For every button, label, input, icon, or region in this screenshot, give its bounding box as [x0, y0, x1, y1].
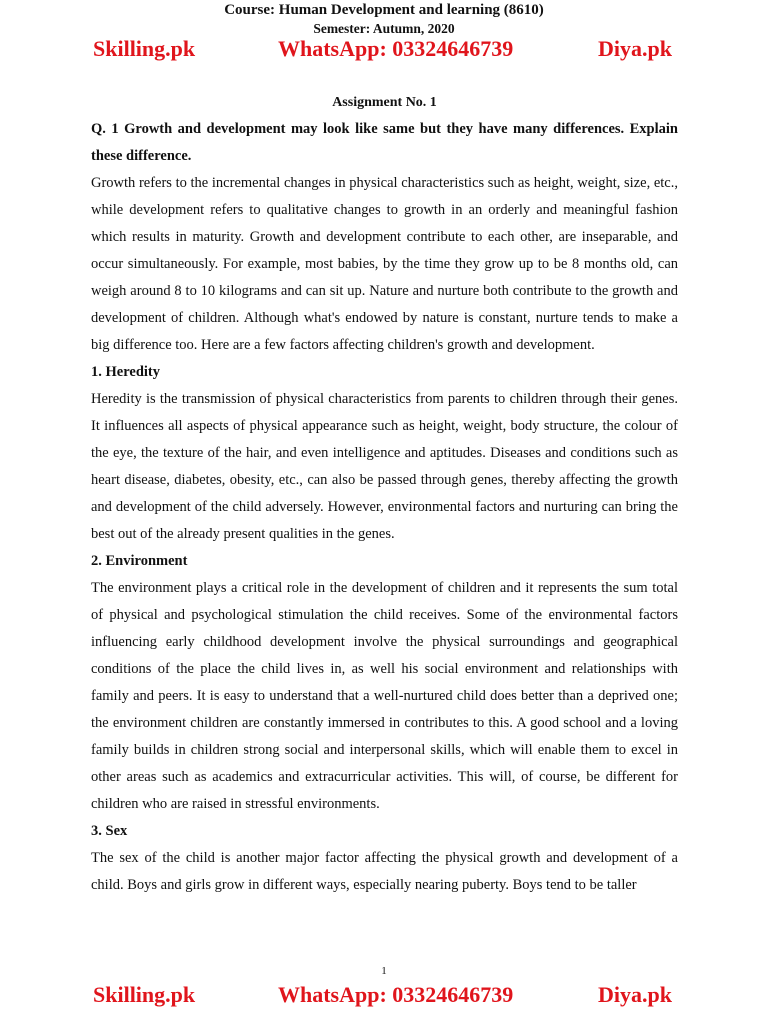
question-heading: Q. 1 Growth and development may look like same but they have many differences. Explain these difference. — [91, 121, 678, 164]
brand-diya-footer: Diya.pk — [598, 982, 672, 1007]
page-number: 1 — [381, 965, 387, 977]
section-body-sex: The sex of the child is another major factor affecting the physical growth and development of a child. Boys and girls grow in different ways, especially nearing puberty. Boys tend to be taller — [91, 850, 678, 893]
brand-footer-row — [0, 982, 768, 1012]
brand-whatsapp: WhatsApp: 03324646739 — [278, 36, 514, 61]
section-heading-heredity: 1. Heredity — [91, 364, 160, 380]
semester-label: Semester: Autumn, 2020 — [313, 21, 455, 36]
brand-skilling: Skilling.pk — [93, 36, 196, 61]
section-body-environment: The environment plays a critical role in the development of children and it represents the sum total of physical and psychological stimulation the child receives. Some of the environmental factors influencing early childhood development involve the physical surroundings and geographical conditions of the place the child lives in, as well his social environment and relationships with family and peers. It is easy to understand that a well-nurtured child does better than a deprived one; the environment children are constantly immersed in contributes to this. A good school and a loving family builds in children strong social and interpersonal skills, which will enable them to excel in other areas such as academics and extracurricular activities. This will, of course, be different for children who are raised in stressful environments. — [91, 580, 678, 812]
brand-header-row — [0, 36, 768, 66]
section-heading-sex: 3. Sex — [91, 823, 128, 839]
section-heading-environment: 2. Environment — [91, 553, 188, 569]
brand-whatsapp-footer: WhatsApp: 03324646739 — [278, 982, 514, 1007]
intro-paragraph: Growth refers to the incremental changes in physical characteristics such as height, weight, size, etc., while development refers to qualitative changes to growth in an orderly and meaningful fashion which results in maturity. Growth and development contribute to each other, are inseparable, and occur simultaneously. For example, most babies, by the time they grow up to be 8 months old, can weigh around 8 to 10 kilograms and can sit up. Nature and nurture both contribute to the growth and development of children. Although what's endowed by nature is constant, nurture tends to make a big difference too. Here are a few factors affecting children's growth and development. — [91, 175, 678, 353]
section-body-heredity: Heredity is the transmission of physical characteristics from parents to children through their genes. It influences all aspects of physical appearance such as height, weight, body structure, the colour of the eye, the texture of the hair, and even intelligence and aptitudes. Diseases and conditions such as heart disease, diabetes, obesity, etc., can also be passed through genes, thereby affecting the growth and development of the child adversely. However, environmental factors and nurturing can bring the best out of the already present qualities in the genes. — [91, 391, 678, 542]
document-body — [91, 89, 678, 899]
assignment-title: Assignment No. 1 — [332, 95, 437, 110]
brand-diya: Diya.pk — [598, 36, 672, 61]
brand-skilling-footer: Skilling.pk — [93, 982, 196, 1007]
course-title: Course: Human Development and learning (8610) — [224, 2, 544, 18]
